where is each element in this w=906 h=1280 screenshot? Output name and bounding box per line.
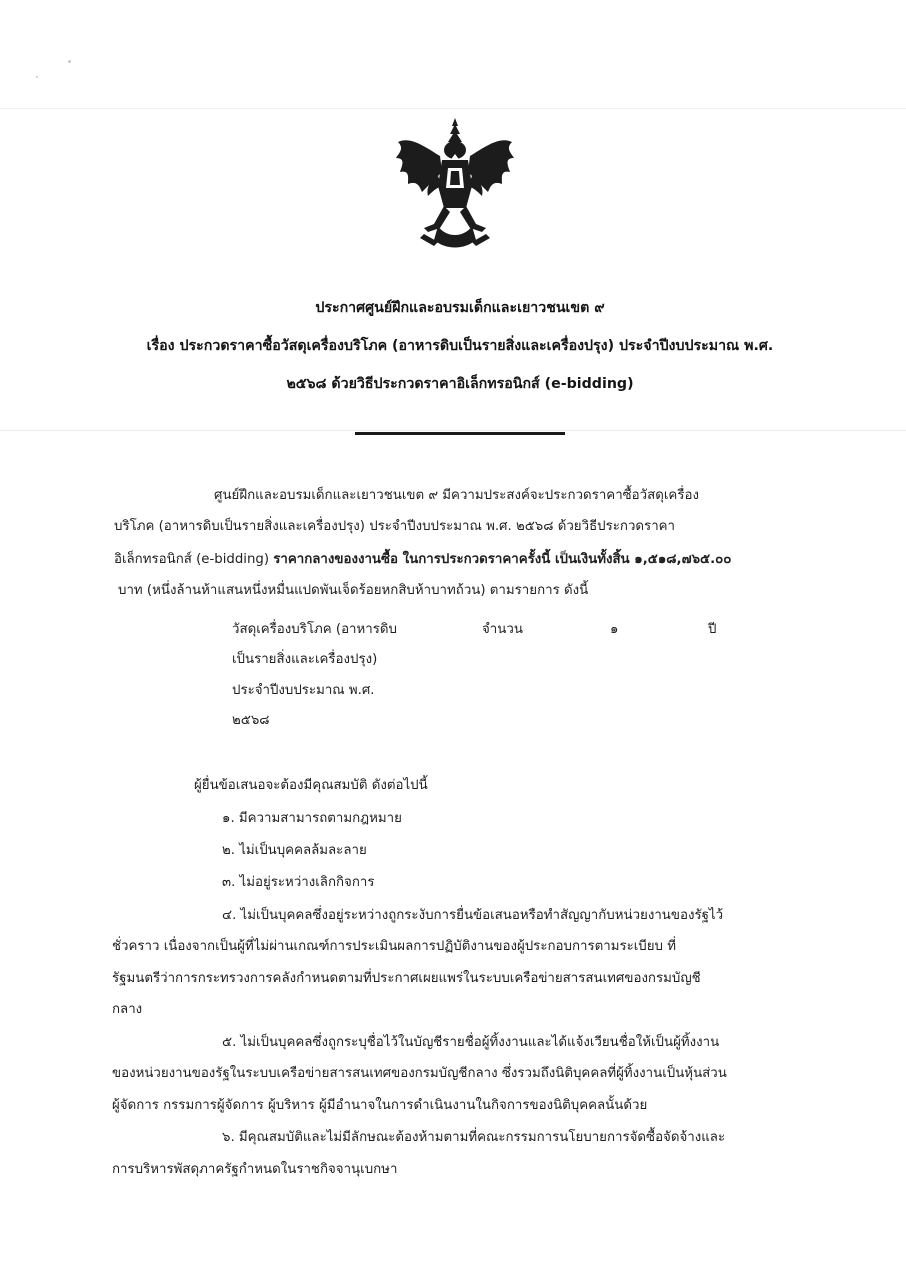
intro-line-1: ศูนย์ฝึกและอบรมเด็กและเยาวชนเขต ๙ มีความประสงค์จะประกวดราคาซื้อวัสดุเครื่อง xyxy=(214,488,699,503)
scan-artifact-line xyxy=(0,108,906,109)
qualification-6-line: ๖. มีคุณสมบัติและไม่มีลักษณะต้องห้ามตามที่คณะกรรมการนโยบายการจัดซื้อจัดจ้างและ xyxy=(222,1130,726,1145)
title-divider xyxy=(355,432,565,435)
intro-line-3 xyxy=(114,550,731,569)
scan-artifact-line xyxy=(0,430,906,431)
qualification-4-line: กลาง xyxy=(112,1002,143,1017)
item-desc-line: วัสดุเครื่องบริโภค (อาหารดิบ xyxy=(232,622,397,637)
item-desc-line: ๒๕๖๘ xyxy=(232,713,270,728)
qualification-1: ๑. มีความสามารถตามกฎหมาย xyxy=(222,811,402,826)
qualification-5-line: ๕. ไม่เป็นบุคคลซึ่งถูกระบุชื่อไว้ในบัญชีรายชื่อผู้ทิ้งงานและได้แจ้งเวียนชื่อให้เป็นผู้ทิ้งงาน xyxy=(222,1035,720,1050)
qualification-4-line: ชั่วคราว เนื่องจากเป็นผู้ที่ไม่ผ่านเกณฑ์การประเมินผลการปฏิบัติงานของผู้ประกอบการตามระเบียบ ที่ xyxy=(112,939,676,954)
item-desc-line: ประจำปีงบประมาณ พ.ศ. xyxy=(232,683,375,698)
announcement-title xyxy=(60,289,860,403)
qualification-2: ๒. ไม่เป็นบุคคลล้มละลาย xyxy=(222,843,367,858)
item-desc-line: เป็นรายสิ่งและเครื่องปรุง) xyxy=(232,652,378,667)
qualification-5-line: ผู้จัดการ กรรมการผู้จัดการ ผู้บริหาร ผู้มีอำนาจในการดำเนินงานในกิจการของนิติบุคคลนั้นด้วย xyxy=(112,1098,648,1113)
title-line-2: เรื่อง ประกวดราคาซื้อวัสดุเครื่องบริโภค (อาหารดิบเป็นรายสิ่งและเครื่องปรุง) ประจำปีงบประมาณ พ.ศ. xyxy=(146,338,774,354)
item-qty-value: ๑ xyxy=(610,622,619,637)
qualifications-heading: ผู้ยื่นข้อเสนอจะต้องมีคุณสมบัติ ดังต่อไปนี้ xyxy=(194,778,428,793)
title-line-1: ประกาศศูนย์ฝึกและอบรมเด็กและเยาวชนเขต ๙ xyxy=(315,300,605,316)
intro-line-3-plain: อิเล็กทรอนิกส์ (e-bidding) xyxy=(114,552,274,567)
item-unit: ปี xyxy=(708,622,717,637)
item-qty-label: จำนวน xyxy=(482,622,523,637)
title-line-3: ๒๕๖๘ ด้วยวิธีประกวดราคาอิเล็กทรอนิกส์ (e-bidding) xyxy=(286,376,634,392)
scan-speck xyxy=(36,76,38,78)
qualification-4-line: รัฐมนตรีว่าการกระทรวงการคลังกำหนดตามที่ประกาศเผยแพร่ในระบบเครือข่ายสารสนเทศของกรมบัญชี xyxy=(112,971,701,986)
intro-line-2: บริโภค (อาหารดิบเป็นรายสิ่งและเครื่องปรุง) ประจำปีงบประมาณ พ.ศ. ๒๕๖๘ ด้วยวิธีประกวดราคา xyxy=(114,519,676,534)
qualification-6-line: การบริหารพัสดุภาครัฐกำหนดในราชกิจจานุเบกษา xyxy=(112,1162,398,1177)
qualification-4-line: ๔. ไม่เป็นบุคคลซึ่งอยู่ระหว่างถูกระงับการยื่นข้อเสนอหรือทำสัญญากับหน่วยงานของรัฐไว้ xyxy=(222,908,724,923)
intro-line-4: บาท (หนึ่งล้านห้าแสนหนึ่งหมื่นแปดพันเจ็ดร้อยหกสิบห้าบาทถ้วน) ตามรายการ ดังนี้ xyxy=(118,583,589,598)
scan-speck xyxy=(68,60,71,63)
garuda-emblem-icon xyxy=(394,116,516,250)
qualification-3: ๓. ไม่อยู่ระหว่างเลิกกิจการ xyxy=(222,875,375,890)
median-price: ราคากลางของงานซื้อ ในการประกวดราคาครั้งนี้ เป็นเงินทั้งสิ้น ๑,๕๑๘,๗๖๕.๐๐ xyxy=(273,552,732,567)
qualification-5-line: ของหน่วยงานของรัฐในระบบเครือข่ายสารสนเทศของกรมบัญชีกลาง ซึ่งรวมถึงนิติบุคคลที่ผู้ทิ้งงานเป็นหุ้นส่วน xyxy=(112,1066,727,1081)
